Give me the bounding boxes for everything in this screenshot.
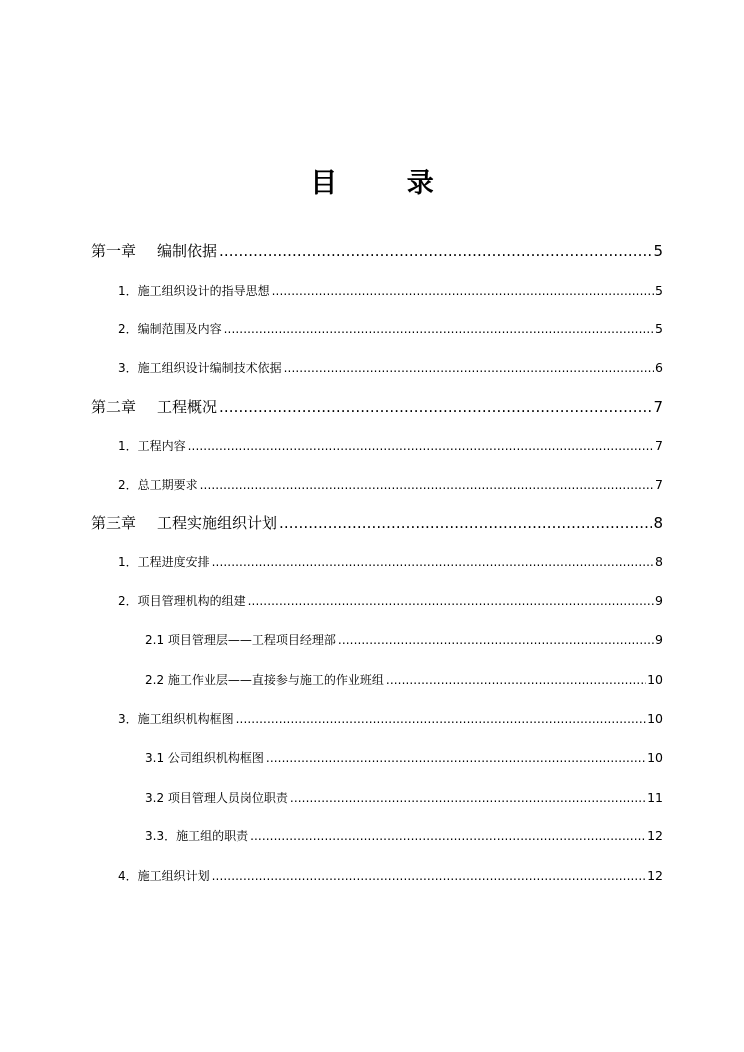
toc-entry-text: 3.3．施工组的职责 (145, 829, 249, 843)
dot-leader (248, 593, 654, 609)
toc-entry-3-2[interactable] (118, 593, 663, 609)
page-number: 10 (647, 672, 663, 687)
toc-entry-1-3[interactable] (118, 360, 663, 376)
dot-leader (200, 477, 654, 493)
toc-entry-text: 2.2 施工作业层——直接参与施工的作业班组 (145, 673, 384, 687)
page-number: 10 (647, 750, 663, 765)
toc-entry-3-4[interactable] (118, 868, 663, 884)
toc-entry-2-2[interactable] (118, 477, 663, 493)
dot-leader (386, 672, 646, 688)
toc-entry-1-1[interactable] (118, 283, 663, 299)
toc-entry-text: 1．工程内容 (118, 439, 186, 453)
toc-entry-1-2[interactable] (118, 321, 663, 337)
page-title: 目 录 (310, 168, 464, 199)
toc-entry-text: 2.1 项目管理层——工程项目经理部 (145, 633, 336, 647)
toc-entry-text: 2．项目管理机构的组建 (118, 594, 246, 608)
toc-entry-text: 3．施工组织设计编制技术依据 (118, 361, 282, 375)
dot-leader (236, 711, 646, 727)
toc-entry-text: 3．施工组织机构框图 (118, 712, 234, 726)
dot-leader (266, 750, 646, 766)
page-number: 10 (647, 711, 663, 726)
toc-entry-3-3-2[interactable] (145, 790, 663, 806)
toc-entry-3-1[interactable] (118, 554, 663, 570)
toc-entry-chapter-3[interactable] (91, 514, 663, 532)
page-number: 5 (655, 283, 663, 298)
dot-leader (290, 790, 646, 806)
toc-entry-2-1[interactable] (118, 438, 663, 454)
toc-entry-text: 1．工程进度安排 (118, 555, 210, 569)
chapter-number: 第二章 (91, 398, 137, 416)
page-number: 7 (655, 477, 663, 492)
page-number: 5 (653, 242, 663, 260)
toc-entry-text: 2．总工期要求 (118, 478, 198, 492)
toc-entry-text: 4．施工组织计划 (118, 869, 210, 883)
toc-entry-chapter-1[interactable] (91, 242, 663, 260)
dot-leader (212, 868, 646, 884)
dot-leader (212, 554, 654, 570)
toc-entry-3-3-3[interactable] (145, 828, 663, 844)
page-number: 9 (655, 593, 663, 608)
page-number: 9 (655, 632, 663, 647)
dot-leader (224, 321, 654, 337)
page-number: 7 (655, 438, 663, 453)
page-number: 12 (647, 868, 663, 883)
page-number: 12 (647, 828, 663, 843)
toc-entry-text: 1．施工组织设计的指导思想 (118, 284, 270, 298)
page-number: 6 (655, 360, 663, 375)
toc-entry-3-2-1[interactable] (145, 632, 663, 648)
toc-entry-text: 3.2 项目管理人员岗位职责 (145, 791, 288, 805)
toc-entry-text: 编制依据 (157, 242, 218, 260)
toc-entry-text: 工程实施组织计划 (157, 514, 278, 532)
dot-leader (250, 828, 646, 844)
page-number: 7 (653, 398, 663, 416)
toc-entry-text: 2．编制范围及内容 (118, 322, 222, 336)
dot-leader (338, 632, 654, 648)
toc-entry-text: 工程概况 (157, 398, 218, 416)
chapter-number: 第一章 (91, 242, 137, 260)
page-number: 8 (655, 554, 663, 569)
page-number: 11 (647, 790, 663, 805)
toc-entry-chapter-2[interactable] (91, 398, 663, 416)
dot-leader (219, 242, 652, 260)
page-number: 8 (653, 514, 663, 532)
toc-entry-3-3[interactable] (118, 711, 663, 727)
dot-leader (272, 283, 654, 299)
toc-entry-3-3-1[interactable] (145, 750, 663, 766)
dot-leader (219, 398, 652, 416)
dot-leader (279, 514, 652, 532)
dot-leader (188, 438, 654, 454)
page-number: 5 (655, 321, 663, 336)
toc-entry-3-2-2[interactable] (145, 672, 663, 688)
chapter-number: 第三章 (91, 514, 137, 532)
dot-leader (284, 360, 654, 376)
toc-entry-text: 3.1 公司组织机构框图 (145, 751, 264, 765)
